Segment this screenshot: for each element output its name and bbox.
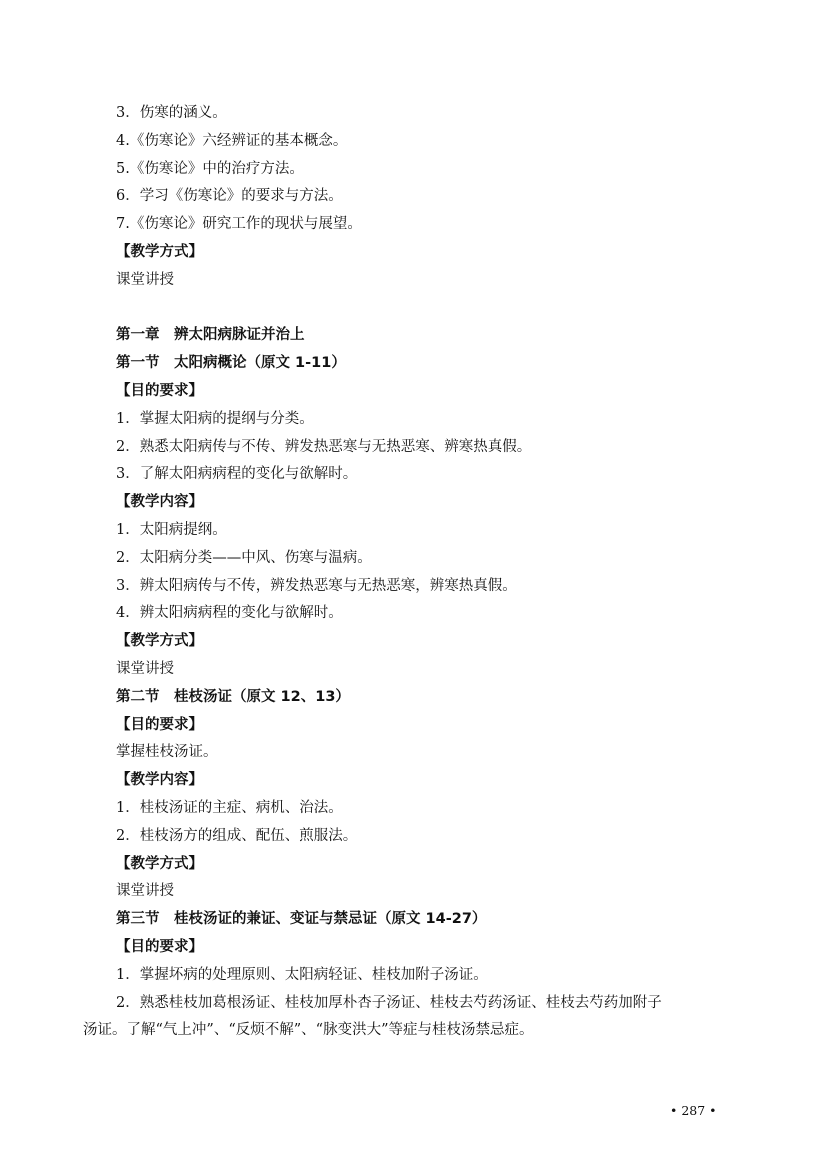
page-content <box>83 100 748 1045</box>
list-item: 4．辨太阳病病程的变化与欲解时。 <box>116 605 343 622</box>
blank-line <box>83 295 748 323</box>
objectives-label: 【目的要求】 <box>116 382 203 399</box>
list-item: 6．学习《伤寒论》的要求与方法。 <box>116 188 343 205</box>
list-item: 1．掌握坏病的处理原则、太阳病轻证、桂枝加附子汤证。 <box>116 966 488 983</box>
list-item: 2．熟悉桂枝加葛根汤证、桂枝加厚朴杏子汤证、桂枝去芍药汤证、桂枝去芍药加附子 <box>116 994 662 1011</box>
list-item-continuation: 汤证。了解“气上冲”、“反烦不解”、“脉变洪大”等症与桂枝汤禁忌症。 <box>83 1022 534 1039</box>
list-item: 3．了解太阳病病程的变化与欲解时。 <box>116 466 358 483</box>
objective-text: 掌握桂枝汤证。 <box>116 744 218 761</box>
teaching-method-text: 课堂讲授 <box>116 660 174 677</box>
teaching-content-label: 【教学内容】 <box>116 494 203 511</box>
objectives-label: 【目的要求】 <box>116 716 203 733</box>
chapter-title: 第一章 辨太阳病脉证并治上 <box>116 327 305 344</box>
list-item: 1．掌握太阳病的提纲与分类。 <box>116 410 314 427</box>
list-item: 7.《伤寒论》研究工作的现状与展望。 <box>116 216 362 233</box>
list-item: 2．太阳病分类——中风、伤寒与温病。 <box>116 549 372 566</box>
list-item: 5.《伤寒论》中的治疗方法。 <box>116 160 304 177</box>
list-item: 3．伤寒的涵义。 <box>116 105 227 121</box>
teaching-method-label: 【教学方式】 <box>116 633 203 650</box>
teaching-content-label: 【教学内容】 <box>116 772 203 789</box>
list-item: 1．太阳病提纲。 <box>116 521 227 538</box>
list-item: 3．辨太阳病传与不传，辨发热恶寒与无热恶寒，辨寒热真假。 <box>116 577 517 594</box>
page-number: • 287 • <box>670 1103 717 1118</box>
teaching-method-text: 课堂讲授 <box>116 271 174 288</box>
section-title: 第一节 太阳病概论（原文 1-11） <box>116 355 346 372</box>
objectives-label: 【目的要求】 <box>116 938 203 955</box>
list-item: 2．熟悉太阳病传与不传、辨发热恶寒与无热恶寒、辨寒热真假。 <box>116 438 532 455</box>
teaching-method-label: 【教学方式】 <box>116 243 203 260</box>
section-title: 第二节 桂枝汤证（原文 12、13） <box>116 688 350 705</box>
teaching-method-label: 【教学方式】 <box>116 855 203 872</box>
teaching-method-text: 课堂讲授 <box>116 883 174 900</box>
list-item: 2．桂枝汤方的组成、配伍、煎服法。 <box>116 827 358 844</box>
list-item: 1．桂枝汤证的主症、病机、治法。 <box>116 799 343 816</box>
section-title: 第三节 桂枝汤证的兼证、变证与禁忌证（原文 14-27） <box>116 911 487 928</box>
list-item: 4.《伤寒论》六经辨证的基本概念。 <box>116 132 348 149</box>
